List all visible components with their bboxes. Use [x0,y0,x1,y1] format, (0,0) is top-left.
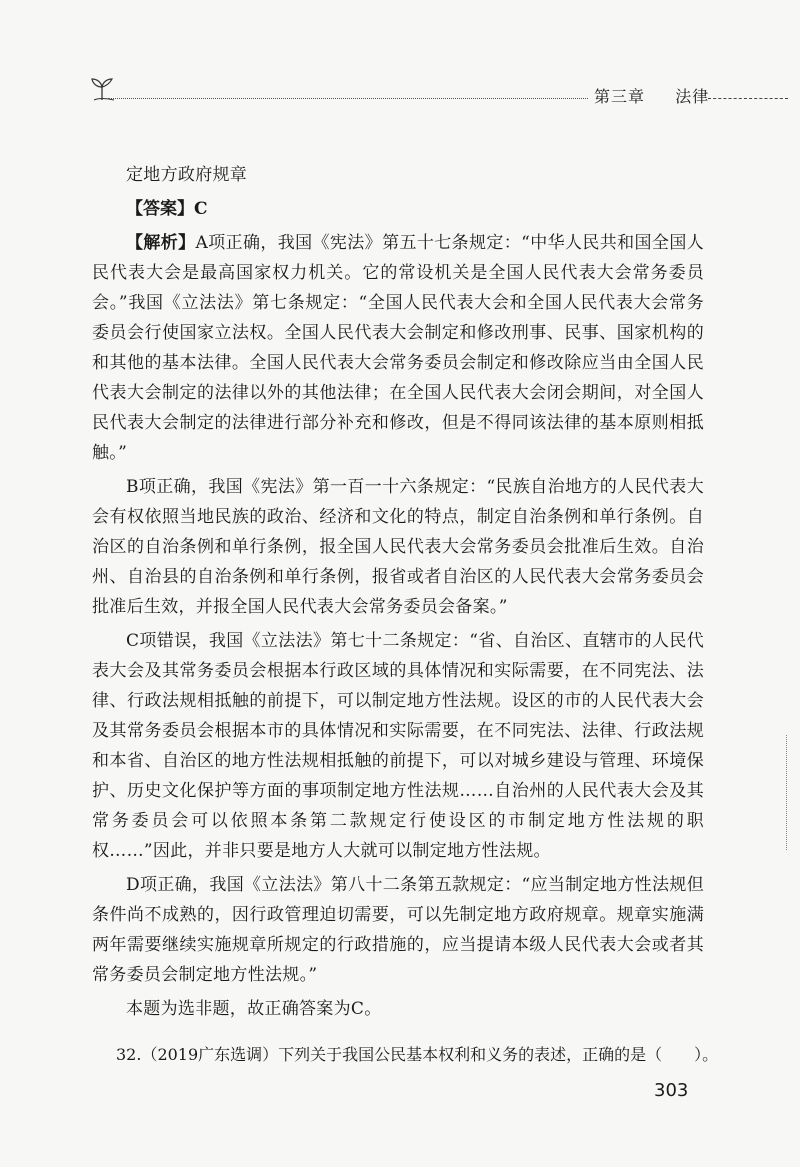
question-32: 32.（2019广东选调）下列关于我国公民基本权利和义务的表述，正确的是（ ）。 [116,1045,719,1064]
chapter-label [594,84,709,107]
conclusion-text: 本题为选非题，故正确答案为C。 [126,999,382,1019]
running-header [88,74,788,110]
analysis-tag: 【解析】 [126,233,196,253]
header-rule-right [708,98,788,99]
header-rule-left [108,98,588,99]
analysis-paragraph-b: B项正确，我国《宪法》第一百一十六条规定：“民族自治地方的人民代表大会有权依照当地民族的政治、经济和文化的特点，制定自治条例和单行条例。自治区的自治条例和单行条例，报全国人民代表大会常务委员会批准后生效。自治州、自治县的自治条例和单行条例，报省或者自治区的人民代表大会常务委员会批准后生效，并报全国人民代表大会常务委员会备案。” [92,477,704,617]
chapter-title: 法律 [675,87,710,106]
scan-edge-mark [786,735,788,850]
continuation-text: 定地方政府规章 [126,165,248,185]
page-number: 303 [654,1080,689,1101]
analysis-text-a: A项正确，我国《宪法》第五十七条规定：“中华人民共和国全国人民代表大会是最高国家权力机关。它的常设机关是全国人民代表大会常务委员会。”我国《立法法》第七条规定：“全国人民代表大会和全国人民代表大会常务委员会行使国家立法权。全国人民代表大会制定和修改刑事、民事、国家机构的和其他的基本法律。全国人民代表大会常务委员会制定和修改除应当由全国人民代表大会制定的法律以外的其他法律；在全国人民代表大会闭会期间，对全国人民代表大会制定的法律进行部分补充和修改，但是不得同该法律的基本原则相抵触。” [92,233,704,463]
answer-value: C [194,199,208,219]
analysis-paragraph-a [92,228,704,468]
chapter-number: 第三章 [594,87,646,106]
answer-tag: 【答案】 [126,199,194,219]
page-content [92,160,704,1024]
analysis-paragraph-d: D项正确，我国《立法法》第八十二条第五款规定：“应当制定地方性法规但条件尚不成熟的，因行政管理迫切需要，可以先制定地方政府规章。规章实施满两年需要继续实施规章所规定的行政措施的，应当提请本级人民代表大会或者其常务委员会制定地方性法规。” [92,875,704,985]
answer-line [92,194,704,224]
analysis-paragraph-c: C项错误，我国《立法法》第七十二条规定：“省、自治区、直辖市的人民代表大会及其常务委员会根据本行政区域的具体情况和实际需要，在不同宪法、法律、行政法规相抵触的前提下，可以制定地方性法规。设区的市的人民代表大会及其常务委员会根据本市的具体情况和实际需要，在不同宪法、法律、行政法规和本省、自治区的地方性法规相抵触的前提下，可以对城乡建设与管理、环境保护、历史文化保护等方面的事项制定地方性法规……自治州的人民代表大会及其常务委员会可以依照本条第二款规定行使设区的市制定地方性法规的职权……”因此，并非只要是地方人大就可以制定地方性法规。 [92,631,704,861]
